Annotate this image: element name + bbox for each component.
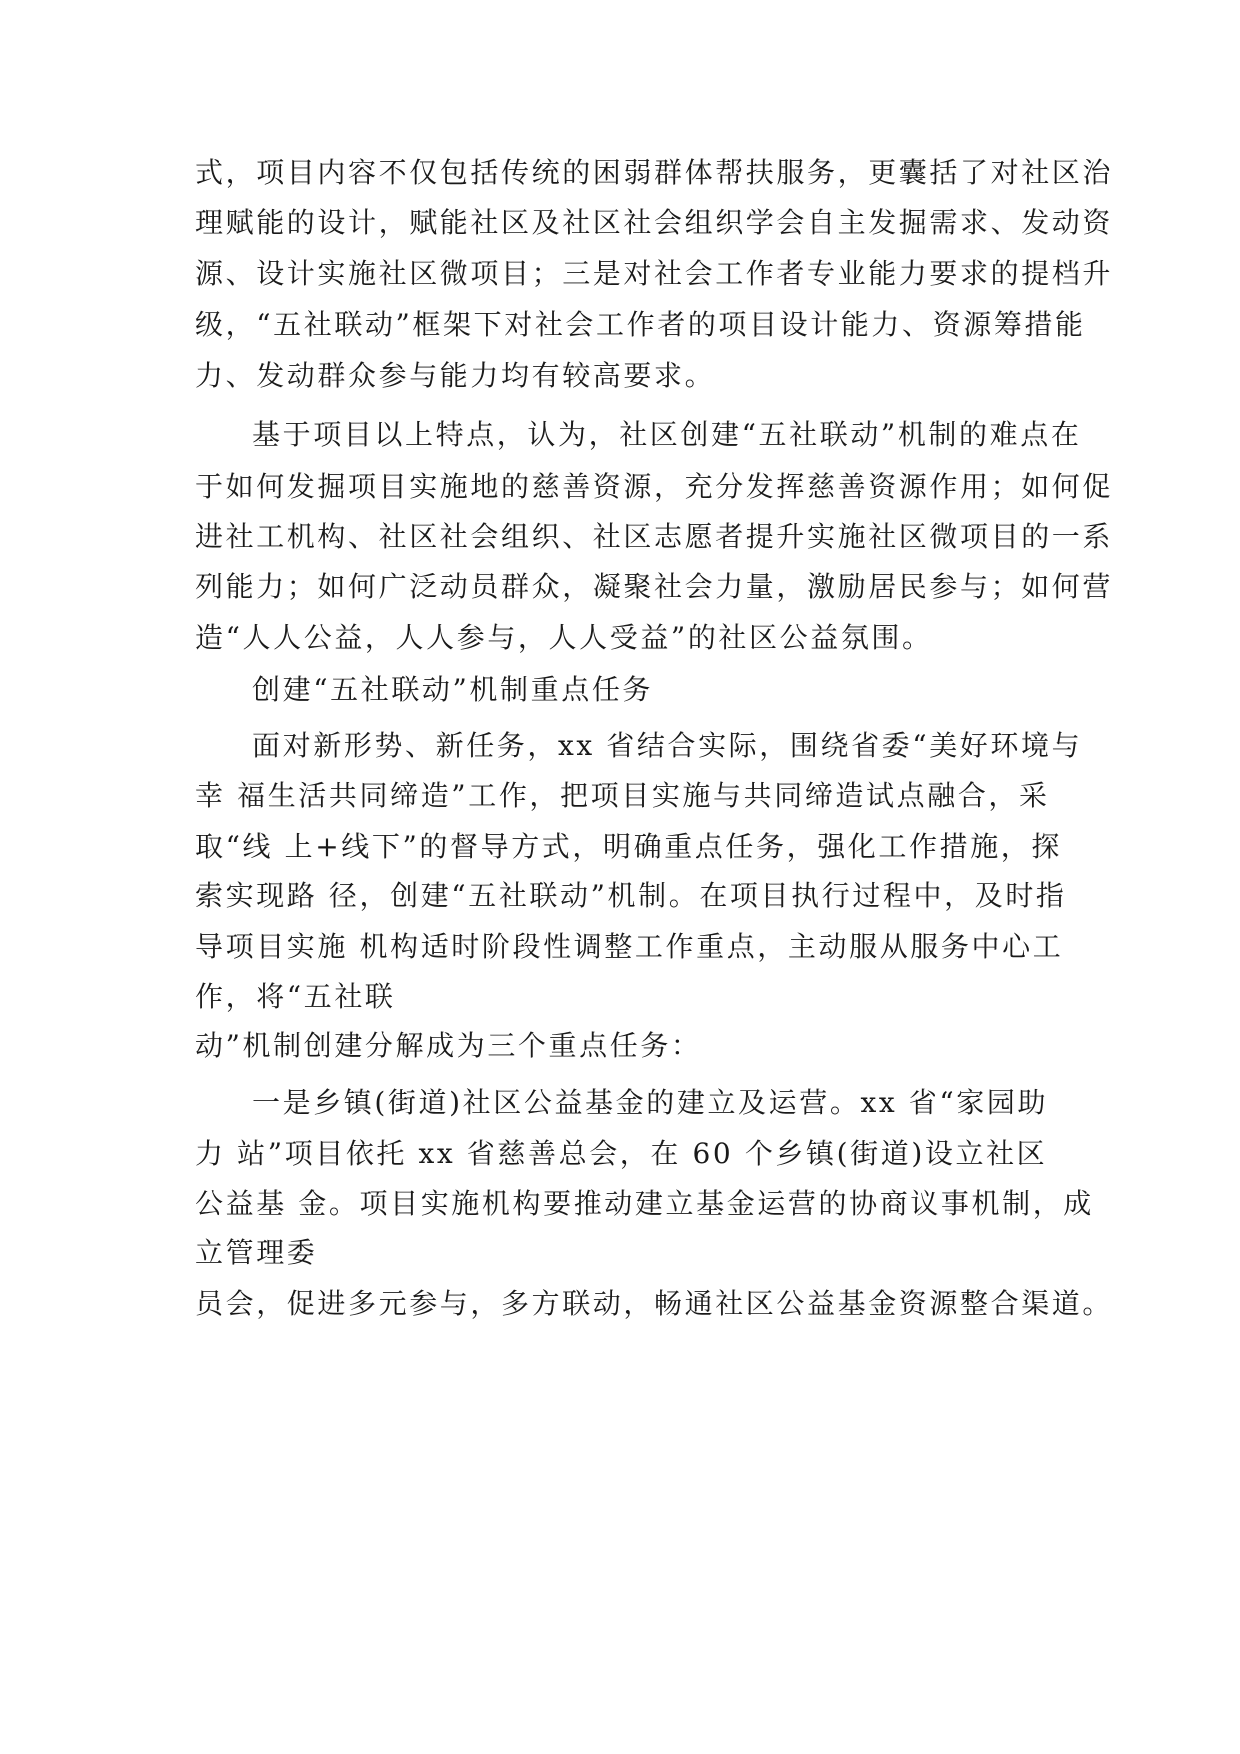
text-line: 员会，促进多元参与，多方联动，畅通社区公益基金资源整合渠道。: [195, 1287, 1114, 1320]
text-line: 于如何发掘项目实施地的慈善资源，充分发挥慈善资源作用；如何促: [195, 470, 1114, 503]
text-line: 立管理委: [195, 1236, 318, 1269]
text-line: 理赋能的设计，赋能社区及社区社会组织学会自主发掘需求、发动资: [195, 206, 1114, 239]
text-line: 取“线 上+线下”的督导方式，明确重点任务，强化工作措施，探: [195, 830, 1062, 863]
text-line: 力、发动群众参与能力均有较高要求。: [195, 359, 716, 392]
text-line: 公益基 金。项目实施机构要推动建立基金运营的协商议事机制，成: [195, 1187, 1094, 1220]
text-line: 级，“五社联动”框架下对社会工作者的项目设计能力、资源筹措能: [195, 308, 1086, 341]
section-heading: 创建“五社联动”机制重点任务: [252, 673, 654, 706]
text-line: 导项目实施 机构适时阶段性调整工作重点，主动服从服务中心工: [195, 930, 1064, 963]
text-line: 列能力；如何广泛动员群众，凝聚社会力量，激励居民参与；如何营: [195, 570, 1114, 603]
text-line: 动”机制创建分解成为三个重点任务：: [195, 1029, 702, 1062]
text-line: 式，项目内容不仅包括传统的困弱群体帮扶服务，更囊括了对社区治: [195, 156, 1114, 189]
text-line: 基于项目以上特点，认为，社区创建“五社联动”机制的难点在: [252, 418, 1082, 451]
text-line: 力 站”项目依托 xx 省慈善总会，在 60 个乡镇(街道)设立社区: [195, 1137, 1048, 1170]
text-line: 进社工机构、社区社会组织、社区志愿者提升实施社区微项目的一系: [195, 520, 1114, 553]
text-line: 幸 福生活共同缔造”工作，把项目实施与共同缔造试点融合，采: [195, 779, 1050, 812]
text-line: 一是乡镇(街道)社区公益基金的建立及运营。xx 省“家园助: [252, 1086, 1049, 1119]
text-line: 造“人人公益，人人参与，人人受益”的社区公益氛围。: [195, 621, 933, 654]
text-line: 面对新形势、新任务，xx 省结合实际，围绕省委“美好环境与: [252, 729, 1083, 762]
text-line: 作，将“五社联: [195, 980, 396, 1013]
text-line: 源、设计实施社区微项目；三是对社会工作者专业能力要求的提档升: [195, 257, 1114, 290]
text-line: 索实现路 径，创建“五社联动”机制。在项目执行过程中，及时指: [195, 879, 1067, 912]
